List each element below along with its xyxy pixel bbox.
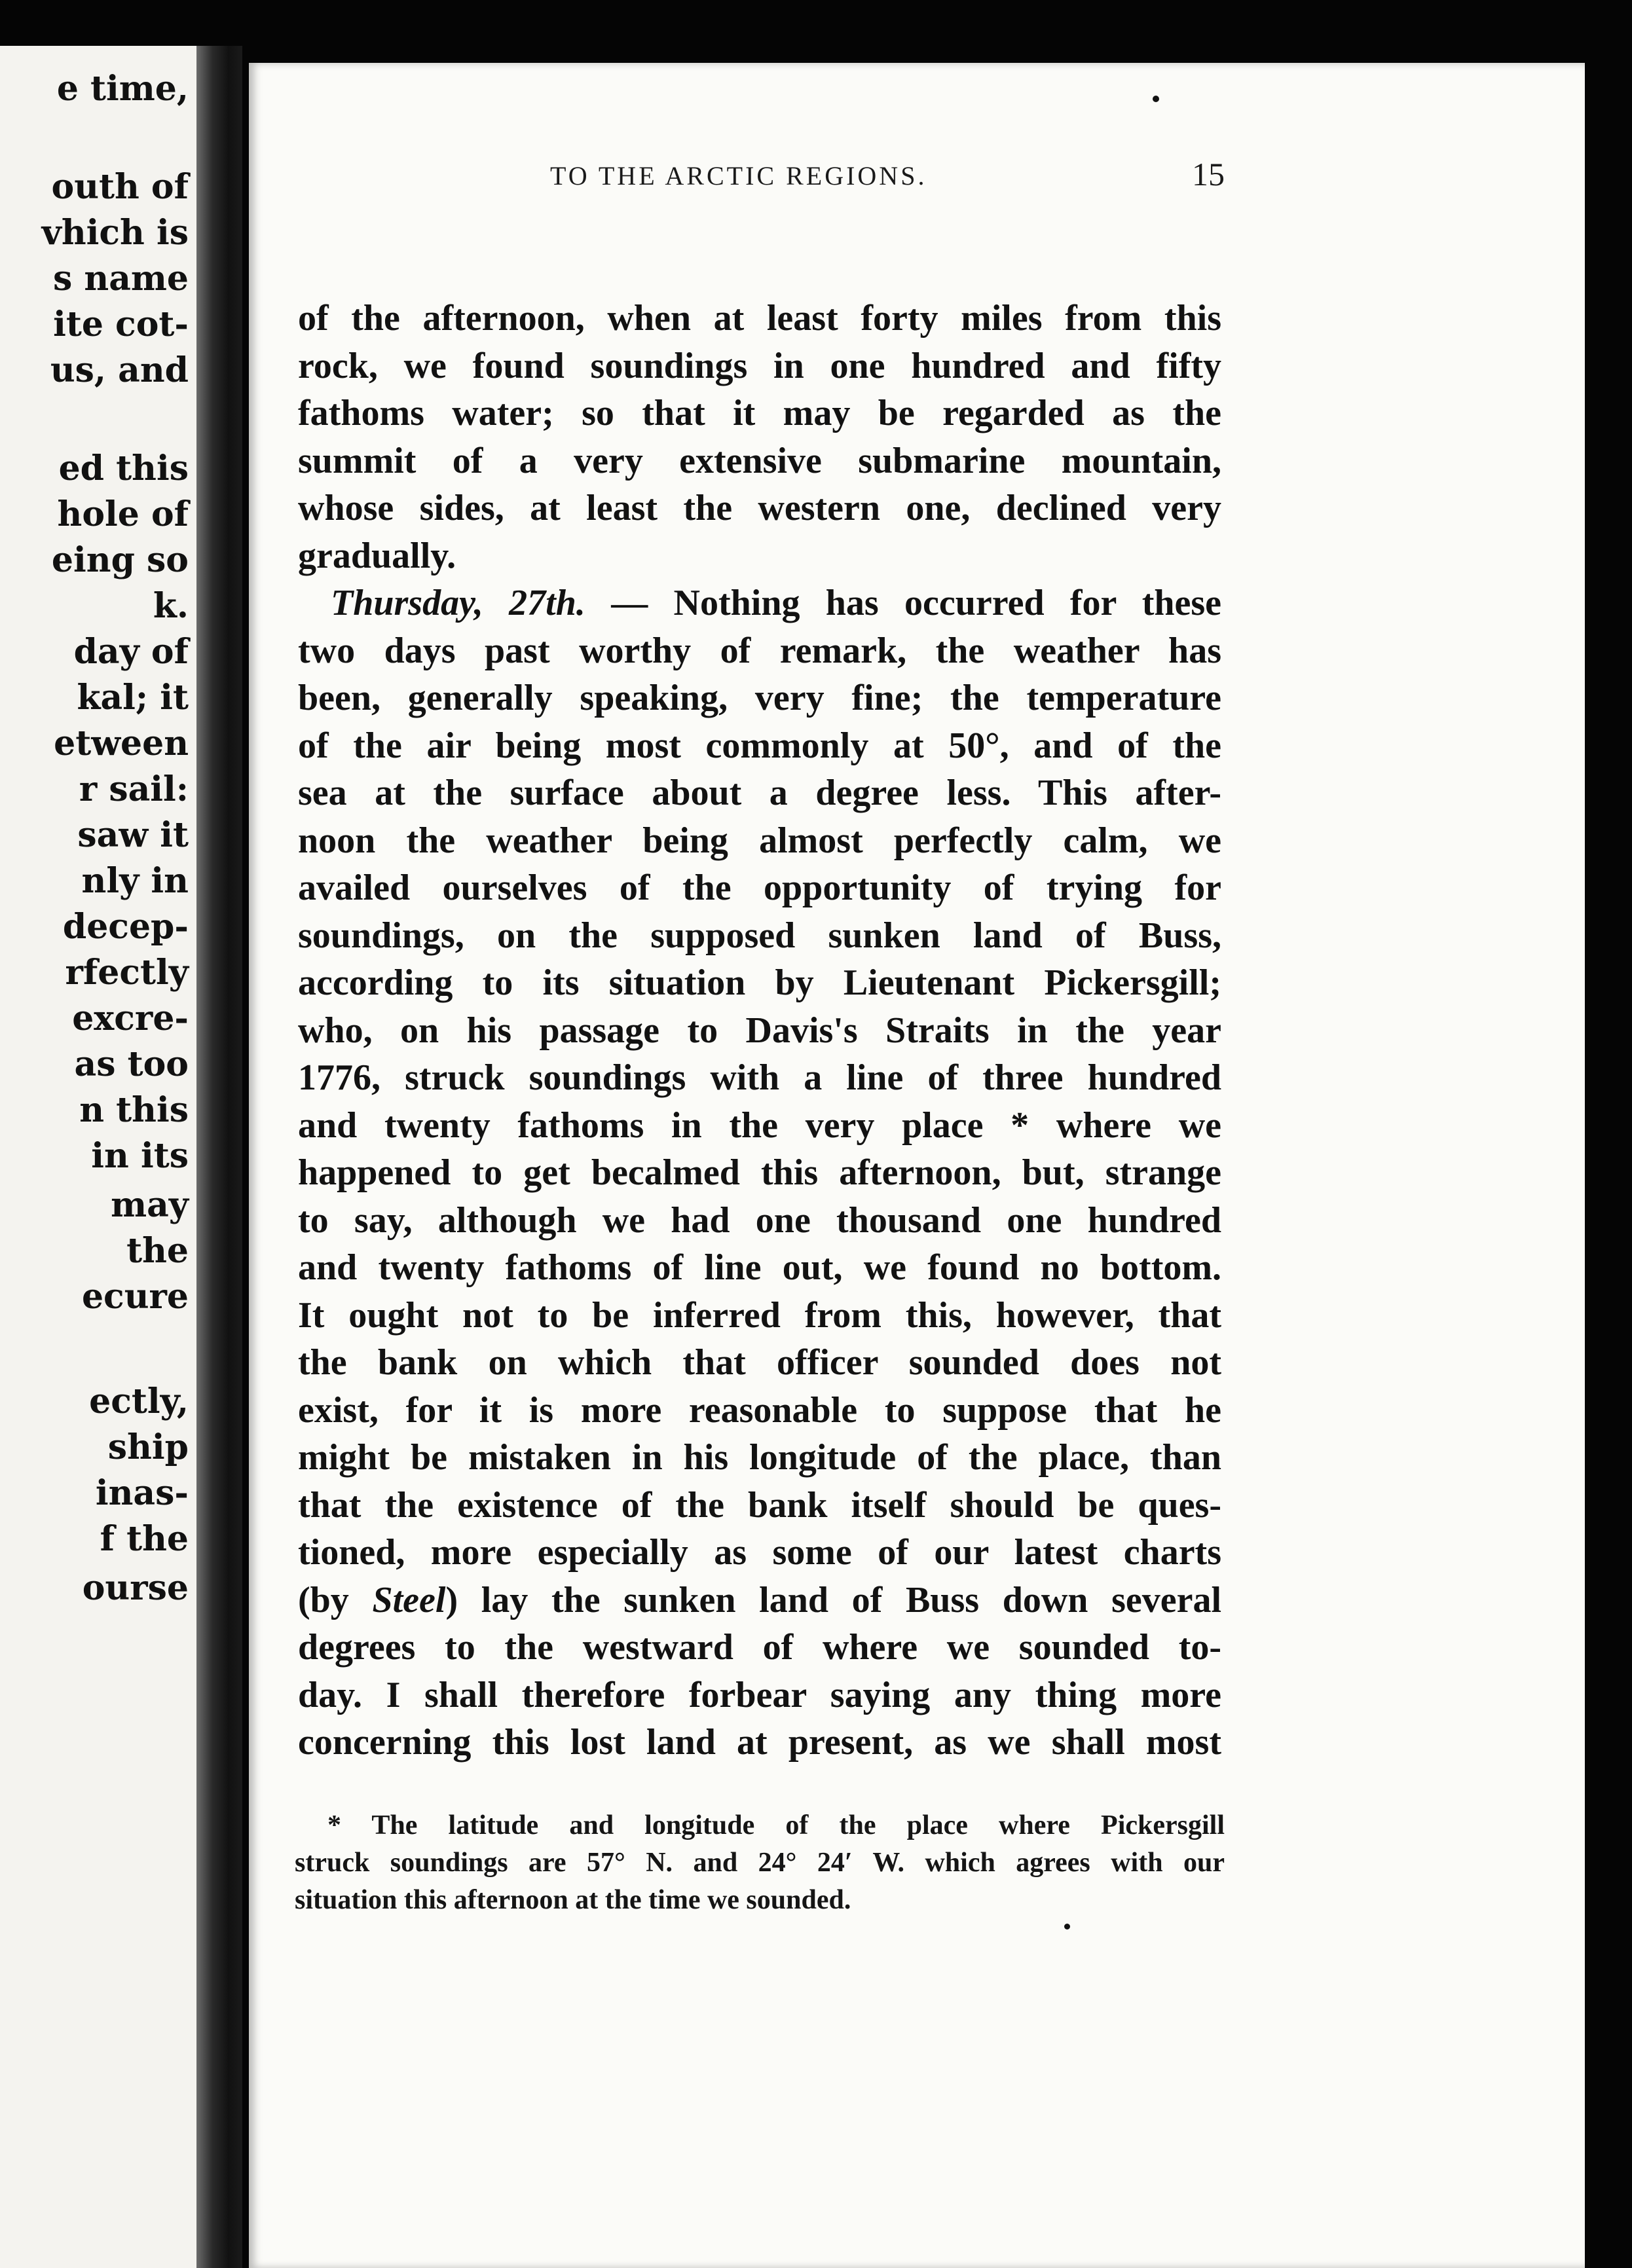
body-line: to say, although we had one thousand one hundred — [298, 1199, 1221, 1241]
left-page-fragment: rfectly — [65, 953, 189, 993]
left-page-fragment: excre- — [72, 998, 189, 1038]
left-page-fragment: ite cot- — [53, 304, 189, 344]
body-line: fathoms water; so that it may be regarded as the — [298, 393, 1221, 433]
body-line: sea at the surface about a degree less. This after- — [298, 773, 1221, 813]
body-line: It ought not to be inferred from this, however, that — [298, 1294, 1221, 1336]
body-line: soundings, on the supposed sunken land of Buss, — [298, 915, 1221, 956]
footnote-line: * The latitude and longitude of the place where Pickersgill — [327, 1810, 1225, 1840]
left-page-fragment: decep- — [62, 907, 189, 947]
left-page-fragment: ourse — [82, 1568, 189, 1608]
left-page-fragment: k. — [153, 586, 189, 626]
body-line: of the air being most commonly at 50°, and of the — [298, 725, 1221, 766]
footnote-line: struck soundings are 57° N. and 24° 24′ W. which agrees with our — [295, 1848, 1225, 1878]
body-line: the bank on which that officer sounded does not — [298, 1342, 1221, 1383]
running-head-title: TO THE ARCTIC REGIONS. — [550, 161, 927, 191]
left-page-fragment: vhich is — [41, 213, 189, 253]
body-line: day. I shall therefore forbear saying any thing more — [298, 1674, 1221, 1715]
left-page-fragment: ed this — [58, 448, 189, 488]
left-page-fragment: eing so — [51, 540, 189, 580]
left-page-fragment: ectly, — [89, 1381, 189, 1421]
body-line: whose sides, at least the western one, declined very — [298, 488, 1221, 528]
body-line: happened to get becalmed this afternoon, but, strange — [298, 1152, 1221, 1193]
body-line: tioned, more especially as some of our latest charts — [298, 1532, 1221, 1573]
body-line: exist, for it is more reasonable to suppose that he — [298, 1389, 1221, 1431]
left-page-fragment: s name — [53, 259, 189, 299]
left-page-fragment: saw it — [77, 815, 189, 855]
body-line: 1776, struck soundings with a line of three hundred — [298, 1057, 1221, 1098]
body-line: two days past worthy of remark, the weather has — [298, 630, 1221, 671]
body-line: been, generally speaking, very fine; the temperature — [298, 678, 1221, 718]
body-line-date-entry: Thursday, 27th. — Nothing has occurred for these — [331, 583, 1222, 623]
page-speck — [1153, 96, 1159, 102]
left-page-fragment: r sail: — [79, 769, 189, 809]
left-page-fragment: outh of — [51, 167, 189, 207]
body-line: and twenty fathoms of line out, we found no bottom. — [298, 1247, 1221, 1288]
gutter-shadow — [196, 46, 242, 2268]
left-page-fragment: the — [126, 1231, 189, 1271]
body-line: summit of a very extensive submarine mountain, — [298, 440, 1221, 481]
left-page-fragment: etween — [54, 723, 189, 763]
body-line: noon the weather being almost perfectly calm, we — [298, 820, 1221, 861]
left-facing-page — [0, 46, 196, 2268]
left-page-fragment: n this — [79, 1090, 189, 1130]
left-page-fragment: nly in — [81, 861, 189, 901]
page-number: 15 — [1192, 156, 1225, 192]
left-page-fragment: e time, — [56, 69, 189, 109]
page-speck — [1064, 1924, 1070, 1930]
body-line: availed ourselves of the opportunity of trying for — [298, 868, 1221, 908]
body-line: concerning this lost land at present, as we shall most — [298, 1722, 1221, 1763]
body-line: might be mistaken in his longitude of the place, than — [298, 1437, 1221, 1478]
left-page-fragment: inas- — [95, 1473, 189, 1513]
body-text — [298, 295, 1221, 1766]
body-line: according to its situation by Lieutenant Pickersgill; — [298, 962, 1221, 1003]
body-line: that the existence of the bank itself should be ques- — [298, 1484, 1221, 1526]
left-page-fragment: as too — [74, 1044, 189, 1084]
body-line: of the afternoon, when at least forty miles from this — [298, 298, 1221, 338]
left-page-fragment: ship — [107, 1427, 189, 1467]
body-line: rock, we found soundings in one hundred and fifty — [298, 345, 1221, 386]
left-page-fragment: f the — [100, 1519, 189, 1559]
footnote-line: situation this afternoon at the time we sounded. — [295, 1885, 851, 1915]
body-line: (by Steel) lay the sunken land of Buss down several — [298, 1579, 1221, 1620]
body-line: degrees to the westward of where we sounded to- — [298, 1627, 1221, 1668]
left-page-fragment: us, and — [50, 350, 189, 390]
left-page-fragment: kal; it — [77, 678, 189, 718]
body-line: gradually. — [298, 535, 456, 576]
body-line: who, on his passage to Davis's Straits in the year — [298, 1010, 1221, 1051]
footnote — [295, 1807, 1225, 1919]
left-page-fragment: hole of — [57, 494, 189, 534]
left-page-fragment: may — [111, 1185, 189, 1225]
left-page-fragment: in its — [91, 1136, 189, 1176]
body-line: and twenty fathoms in the very place * where we — [298, 1105, 1221, 1146]
left-page-fragment: ecure — [81, 1277, 189, 1317]
left-page-fragment: day of — [73, 632, 189, 672]
